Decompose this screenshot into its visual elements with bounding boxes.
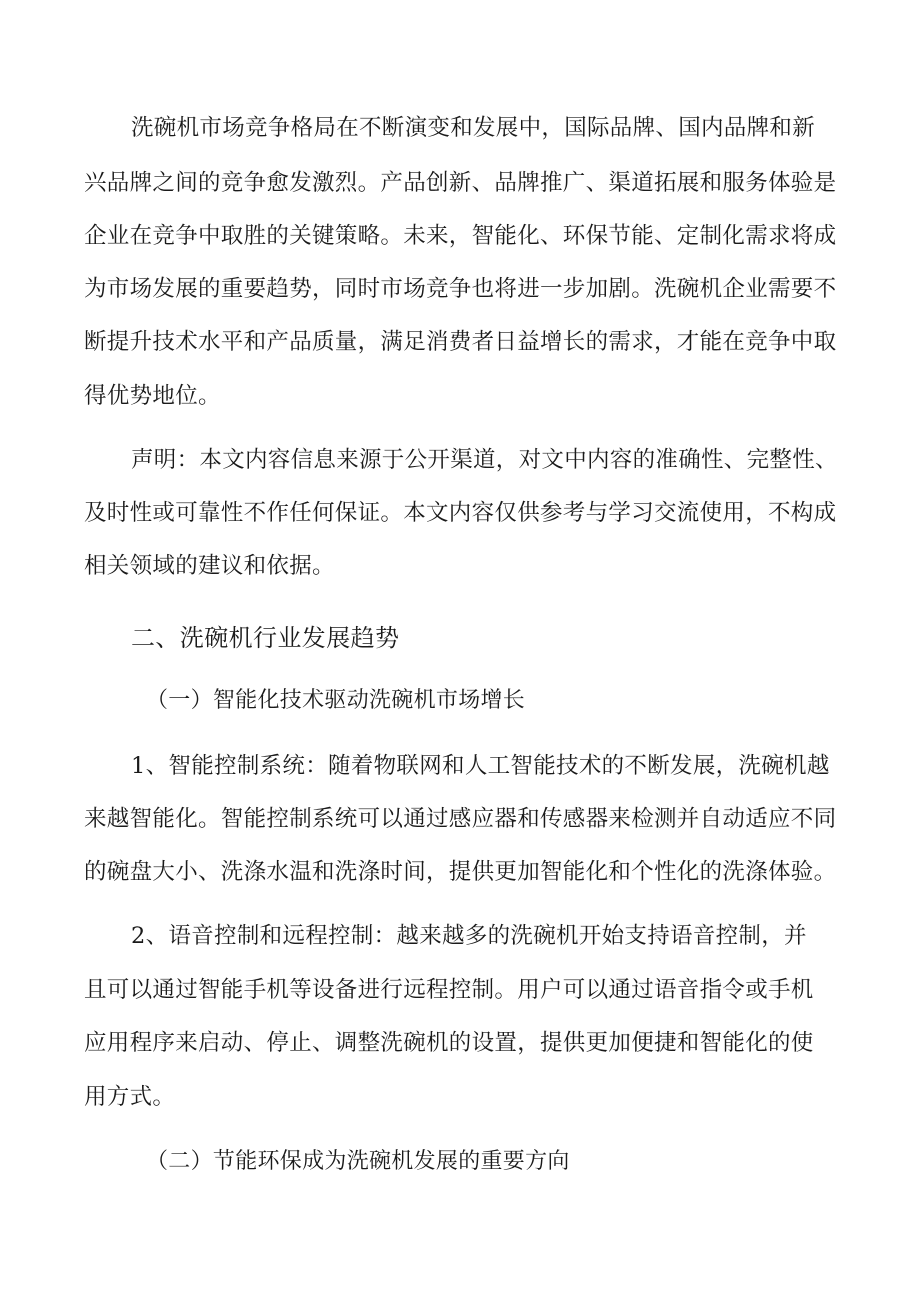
text-line: 应用程序来启动、停止、调整洗碗机的设置，提供更加便捷和智能化的使: [84, 1030, 814, 1056]
text-line: 断提升技术水平和产品质量，满足消费者日益增长的需求，才能在竞争中取: [84, 329, 837, 355]
text-line: 洗碗机市场竞争格局在不断演变和发展中，国际品牌、国内品牌和新: [131, 115, 816, 141]
text-line: 用方式。: [84, 1084, 176, 1110]
subsection-heading: （一）智能化技术驱动洗碗机市场增长: [146, 688, 526, 713]
text-line: 且可以通过智能手机等设备进行远程控制。用户可以通过语音指令或手机: [84, 977, 814, 1003]
section-heading: 二、洗碗机行业发展趋势: [131, 624, 400, 652]
subsection-heading: （二）节能环保成为洗碗机发展的重要方向: [146, 1149, 570, 1174]
text-line: 1、智能控制系统：随着物联网和人工智能技术的不断发展，洗碗机越: [131, 753, 830, 779]
text-line: 兴品牌之间的竞争愈发激烈。产品创新、品牌推广、渠道拓展和服务体验是: [84, 170, 837, 196]
text-line: 2、语音控制和远程控制：越来越多的洗碗机开始支持语音控制，并: [131, 923, 807, 949]
text-line: 相关领域的建议和依据。: [84, 553, 335, 579]
text-line: 得优势地位。: [84, 383, 221, 409]
text-line: 来越智能化。智能控制系统可以通过感应器和传感器来检测并自动适应不同: [84, 806, 837, 832]
text-line: 的碗盘大小、洗涤水温和洗涤时间，提供更加智能化和个性化的洗涤体验。: [84, 859, 837, 885]
text-line: 及时性或可靠性不作任何保证。本文内容仅供参考与学习交流使用，不构成: [84, 500, 837, 526]
text-line: 为市场发展的重要趋势，同时市场竞争也将进一步加剧。洗碗机企业需要不: [84, 276, 837, 302]
text-line: 企业在竞争中取胜的关键策略。未来，智能化、环保节能、定制化需求将成: [84, 223, 837, 249]
text-line: 声明：本文内容信息来源于公开渠道，对文中内容的准确性、完整性、: [131, 447, 838, 473]
